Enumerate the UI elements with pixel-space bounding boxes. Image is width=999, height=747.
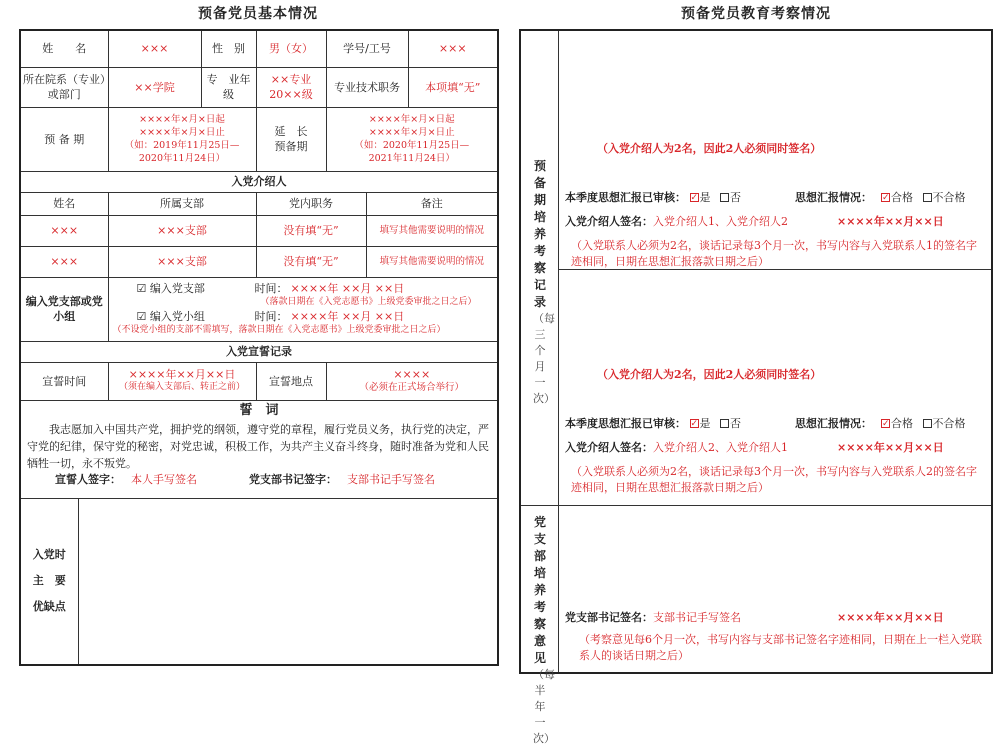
training-report-row-2 <box>565 416 983 432</box>
assign-group-time-value: ××××年 ××月 ××日 <box>290 310 405 323</box>
introducer-sign-label: 入党介绍人签名： <box>565 441 653 454</box>
introducer-sign-value: 入党介绍人1、入党介绍人2 <box>653 215 788 228</box>
tech-title-label: 专业技术职务 <box>326 67 408 107</box>
training-note-1: （入党介绍人为2名，因此2人必须同时签名） <box>597 142 822 155</box>
probation-end: ××××年×月×日止 <box>139 127 225 138</box>
assign-branch-time-label: 时间： <box>254 282 288 295</box>
checkbox-empty-icon[interactable] <box>720 419 729 428</box>
oath-time-label: 宣誓时间 <box>20 362 108 400</box>
assign-group-time-label: 时间： <box>254 310 288 323</box>
secretary-sign-label: 党支部书记签字： <box>249 472 337 486</box>
dept-value: ××学院 <box>108 67 201 107</box>
oath-time-hint: （须在编入支部后、转正之前） <box>118 382 245 392</box>
assign-group-check: ☑ 编入党小组 <box>136 310 205 323</box>
pros-cons-content[interactable] <box>78 498 498 665</box>
secretary-sign-value: 支部书记手写签名 <box>347 472 435 486</box>
training-hint-2: （入党联系人必须为2名，谈话记录每3个月一次，书写内容与入党联系人2的签名字迹相同，日期在思想汇报落款日期之后） <box>571 465 977 494</box>
extension-start: ××××年×月×日起 <box>368 114 455 125</box>
pros-cons-label-3: 优缺点 <box>32 600 66 614</box>
oath-place-label: 宣誓地点 <box>256 362 326 400</box>
extension-example-1: （如：2020年11月25日— <box>354 140 470 151</box>
oath-time-cell <box>108 362 256 400</box>
checkbox-empty-icon[interactable] <box>923 193 932 202</box>
assign-branch-hint: （落款日期在《入党志愿书》上级党委审批之日之后） <box>260 297 477 307</box>
checkbox-checked-icon[interactable] <box>881 193 890 202</box>
introducer-row <box>20 215 498 246</box>
extension-end: ××××年×月×日止 <box>368 127 455 138</box>
training-note-2: （入党介绍人为2名，因此2人必须同时签名） <box>597 368 822 381</box>
report-no-label: 否 <box>730 191 741 204</box>
gender-label: 性 别 <box>201 30 256 67</box>
assign-group-hint: （不设党小组的支部不需填写，落款日期在《入党志愿书》上级党委审批之日之后） <box>112 325 446 335</box>
right-page-title: 预备党员教育考察情况 <box>681 6 831 22</box>
student-id-label: 学号/工号 <box>326 30 408 67</box>
oath-place-value: ×××× <box>393 368 431 381</box>
introducer-sign-date: ××××年××月××日 <box>837 441 944 454</box>
assign-details <box>108 277 498 341</box>
introducer-sign-label: 入党介绍人签名： <box>565 215 653 228</box>
pros-cons-label-1: 入党时 <box>32 548 66 562</box>
introducers-header-note: 备注 <box>366 192 498 215</box>
opinion-divider <box>521 505 991 506</box>
left-page-title: 预备党员基本情况 <box>198 6 318 22</box>
checkbox-empty-icon[interactable] <box>720 193 729 202</box>
introducers-section-label: 入党介绍人 <box>20 171 498 192</box>
name-value: ××× <box>108 30 201 67</box>
training-label-sub: （每三个月一次） <box>533 312 555 405</box>
training-sign-row-2 <box>565 440 983 456</box>
major-label: 专 业年 级 <box>201 67 256 107</box>
opinion-sign-row <box>565 610 983 626</box>
checkbox-empty-icon[interactable] <box>923 419 932 428</box>
report-status-label: 思想汇报情况： <box>795 191 872 204</box>
probation-example-1: （如：2019年11月25日— <box>124 140 240 151</box>
dept-label: 所在院系（专业）或部门 <box>20 67 108 107</box>
probation-start: ××××年×月×日起 <box>139 114 225 125</box>
opinion-sign-label: 党支部书记签名： <box>565 611 653 624</box>
introducer-name: ××× <box>20 246 108 277</box>
oath-cell <box>20 400 498 498</box>
checkbox-checked-icon[interactable] <box>690 419 699 428</box>
basic-info-table <box>19 29 499 666</box>
tech-title-value: 本项填“无” <box>408 67 498 107</box>
oath-place-cell <box>326 362 498 400</box>
probation-example-2: 2020年11月24日） <box>138 153 226 164</box>
probation-label: 预 备 期 <box>20 107 108 171</box>
training-report-row-1 <box>565 190 983 206</box>
extension-value <box>326 107 498 171</box>
pros-cons-label <box>20 498 78 665</box>
introducer-sign-date: ××××年××月××日 <box>837 215 944 228</box>
student-id-value: ××× <box>408 30 498 67</box>
introducer-duty: 没有填“无” <box>256 246 366 277</box>
introducer-branch: ×××支部 <box>108 215 256 246</box>
report-yes-label: 是 <box>699 191 711 204</box>
training-hint-1: （入党联系人必须为2名，谈话记录每3个月一次，书写内容与入党联系人1的签名字迹相同，日期在思想汇报落款日期之后） <box>571 239 977 268</box>
training-sign-row-1 <box>565 214 983 230</box>
opinion-label-main: 党支部培养考察意见 <box>533 515 546 665</box>
name-label: 姓 名 <box>20 30 108 67</box>
assign-branch-time-value: ××××年 ××月 ××日 <box>290 282 405 295</box>
oath-heading: 誓 词 <box>239 402 279 418</box>
checkbox-checked-icon[interactable] <box>881 419 890 428</box>
introducer-note: 填写其他需要说明的情况 <box>366 215 498 246</box>
introducer-branch: ×××支部 <box>108 246 256 277</box>
extension-label <box>256 107 326 171</box>
report-no-label: 否 <box>730 417 741 430</box>
extension-label-1: 延 长 <box>274 125 308 138</box>
assign-branch-check: ☑ 编入党支部 <box>136 282 205 295</box>
introducers-header-name: 姓名 <box>20 192 108 215</box>
oath-time-value: ××××年××月××日 <box>128 368 236 381</box>
report-status-label: 思想汇报情况： <box>795 417 872 430</box>
training-label-main: 预备期培养考察记录 <box>533 159 546 309</box>
major-value: ××专业20××级 <box>256 67 326 107</box>
report-pass-label: 合格 <box>891 191 913 204</box>
opinion-label-sub: （每半年一次） <box>533 668 555 745</box>
introducer-duty: 没有填“无” <box>256 215 366 246</box>
extension-example-2: 2021年11月24日） <box>368 153 455 164</box>
introducer-note: 填写其他需要说明的情况 <box>366 246 498 277</box>
report-fail-label: 不合格 <box>932 191 966 204</box>
opinion-sign-date: ××××年××月××日 <box>837 611 944 624</box>
oath-text: 我志愿加入中国共产党，拥护党的纲领，遵守党的章程，履行党员义务，执行党的决定，严守党的纪律，保守党的秘密，对党忠诚，积极工作，为共产主义奋斗终身，随时准备为党和人民牺牲一切，永不叛党。 <box>27 422 489 470</box>
report-reviewed-label: 本季度思想汇报已审核： <box>565 417 686 430</box>
oath-record-section-label: 入党宣誓记录 <box>20 341 498 362</box>
gender-value: 男（女） <box>256 30 326 67</box>
introducer-sign-value: 入党介绍人2、入党介绍人1 <box>653 441 788 454</box>
report-pass-label: 合格 <box>891 417 913 430</box>
report-reviewed-label: 本季度思想汇报已审核： <box>565 191 686 204</box>
extension-label-2: 预备期 <box>274 140 308 153</box>
probation-value <box>108 107 256 171</box>
assign-label: 编入党支部或党小组 <box>20 277 108 341</box>
checkbox-checked-icon[interactable] <box>690 193 699 202</box>
oath-place-hint: （必须在正式场合举行） <box>359 382 464 393</box>
pros-cons-label-2: 主 要 <box>32 574 66 588</box>
oath-signer-value: 本人手写签名 <box>131 472 197 486</box>
opinion-label <box>521 514 559 747</box>
report-yes-label: 是 <box>699 417 711 430</box>
introducers-header-duty: 党内职务 <box>256 192 366 215</box>
opinion-sign-value: 支部书记手写签名 <box>653 611 741 624</box>
opinion-hint: （考察意见每6个月一次，书写内容与支部书记签名字迹相同，日期在上一栏入党联系人的谈话日期之后） <box>579 633 982 662</box>
introducers-header-branch: 所属支部 <box>108 192 256 215</box>
introducer-name: ××× <box>20 215 108 246</box>
report-fail-label: 不合格 <box>932 417 966 430</box>
introducer-row <box>20 246 498 277</box>
training-label <box>521 158 559 407</box>
training-record-panel <box>519 29 993 745</box>
oath-signer-label: 宣誓人签字： <box>55 472 121 486</box>
